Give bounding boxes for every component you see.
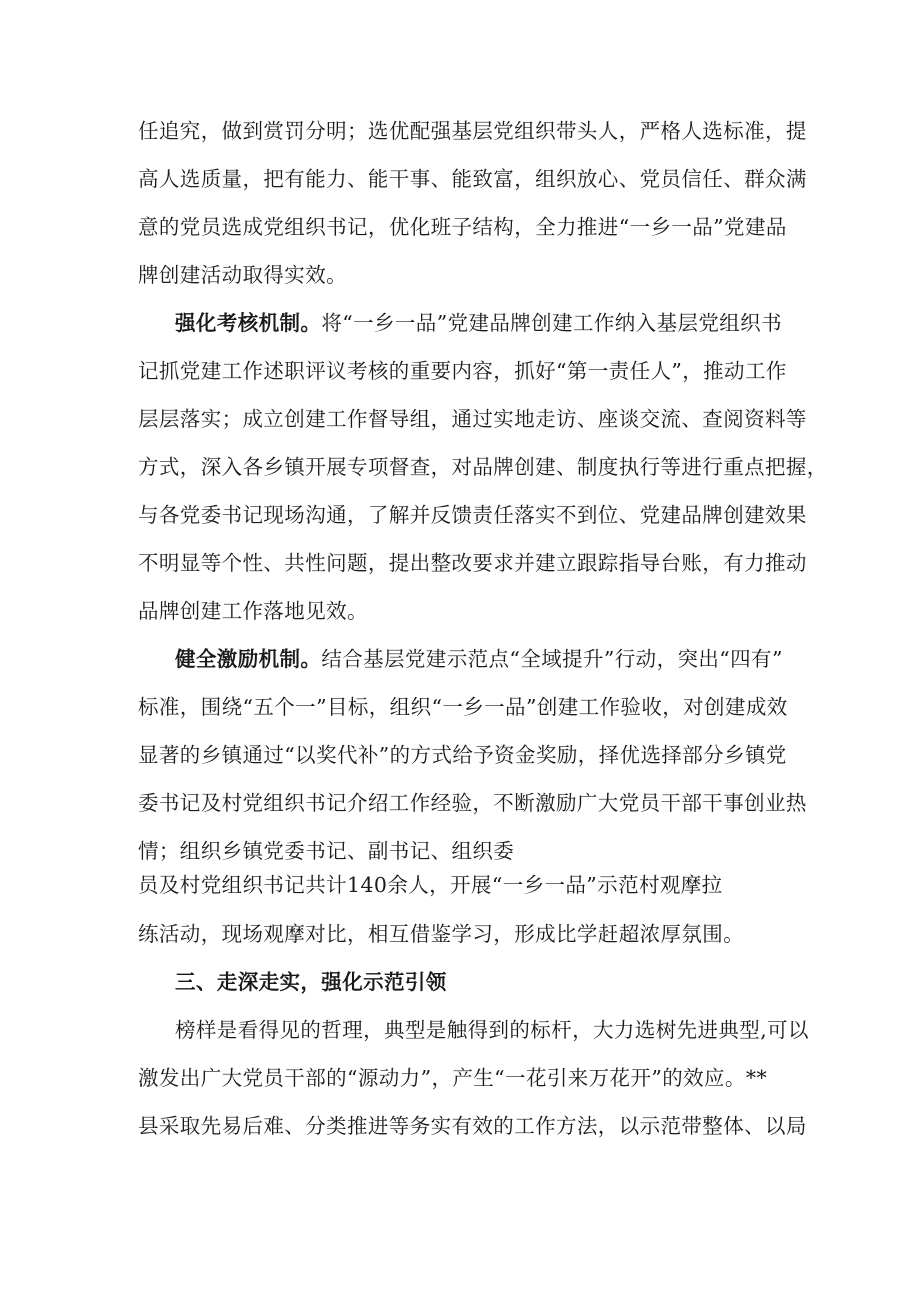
paragraph-2-line-4: 方式，深入各乡镇开展专项督查，对品牌创建、制度执行等进行重点把握， <box>138 455 828 479</box>
paragraph-4-line-1: 榜样是看得见的哲理，典型是触得到的标杆，大力选树先进典型,可以 <box>175 1018 809 1042</box>
paragraph-3-line-7: 练活动，现场观摩对比，相互借鉴学习，形成比学赶超浓厚氛围。 <box>138 922 745 946</box>
paragraph-1-line-3: 意的党员选成党组织书记，优化班子结构，全力推进“一乡一品”党建品 <box>138 215 787 239</box>
paragraph-1-line-4: 牌创建活动取得实效。 <box>138 263 347 287</box>
paragraph-3-line-2: 标准，围绕“五个一”目标，组织“一乡一品”创建工作验收，对创建成效 <box>138 695 788 719</box>
paragraph-2-line-7: 品牌创建工作落地见效。 <box>138 599 368 623</box>
paragraph-3-line-5: 情；组织乡镇党委书记、副书记、组织委 <box>138 839 515 863</box>
paragraph-2-line-2: 记抓党建工作述职评议考核的重要内容，抓好“第一责任人”，推动工作 <box>138 359 787 383</box>
paragraph-3-line-1-text: 结合基层党建示范点“全域提升”行动，突出“四有” <box>321 647 783 671</box>
paragraph-2-line-6: 不明显等个性、共性问题，提出整改要求并建立跟踪指导台账，有力推动 <box>138 551 807 575</box>
paragraph-3-line-1 <box>175 646 783 672</box>
paragraph-2-lead: 强化考核机制。 <box>175 311 322 335</box>
paragraph-4-line-2: 激发出广大党员干部的“源动力”，产生“一花引来万花开”的效应。** <box>138 1066 768 1090</box>
section-3-heading: 三、走深走实，强化示范引领 <box>175 970 447 994</box>
paragraph-3-line-3: 显著的乡镇通过“以奖代补”的方式给予资金奖励，择优选择部分乡镇党 <box>138 743 787 767</box>
paragraph-4-line-3: 县采取先易后难、分类推进等务实有效的工作方法，以示范带整体、以局 <box>138 1114 807 1138</box>
paragraph-1-line-1: 任追究，做到赏罚分明；选优配强基层党组织带头人，严格人选标准，提 <box>138 119 807 143</box>
paragraph-2-line-1 <box>175 310 782 336</box>
paragraph-1-line-2: 高人选质量，把有能力、能干事、能致富，组织放心、党员信任、群众满 <box>138 167 807 191</box>
paragraph-3-line-4: 委书记及村党组织书记介绍工作经验，不断激励广大党员干部干事创业热 <box>138 791 807 815</box>
paragraph-2-line-1-text: 将“一乡一品”党建品牌创建工作纳入基层党组织书 <box>321 311 782 335</box>
paragraph-2-line-3: 层层落实；成立创建工作督导组，通过实地走访、座谈交流、查阅资料等 <box>138 407 807 431</box>
paragraph-2-line-5: 与各党委书记现场沟通，了解并反馈责任落实不到位、党建品牌创建效果 <box>138 503 807 527</box>
paragraph-3-lead: 健全激励机制。 <box>175 647 322 671</box>
paragraph-3-line-6: 员及村党组织书记共计140余人，开展“一乡一品”示范村观摩拉 <box>138 873 723 897</box>
